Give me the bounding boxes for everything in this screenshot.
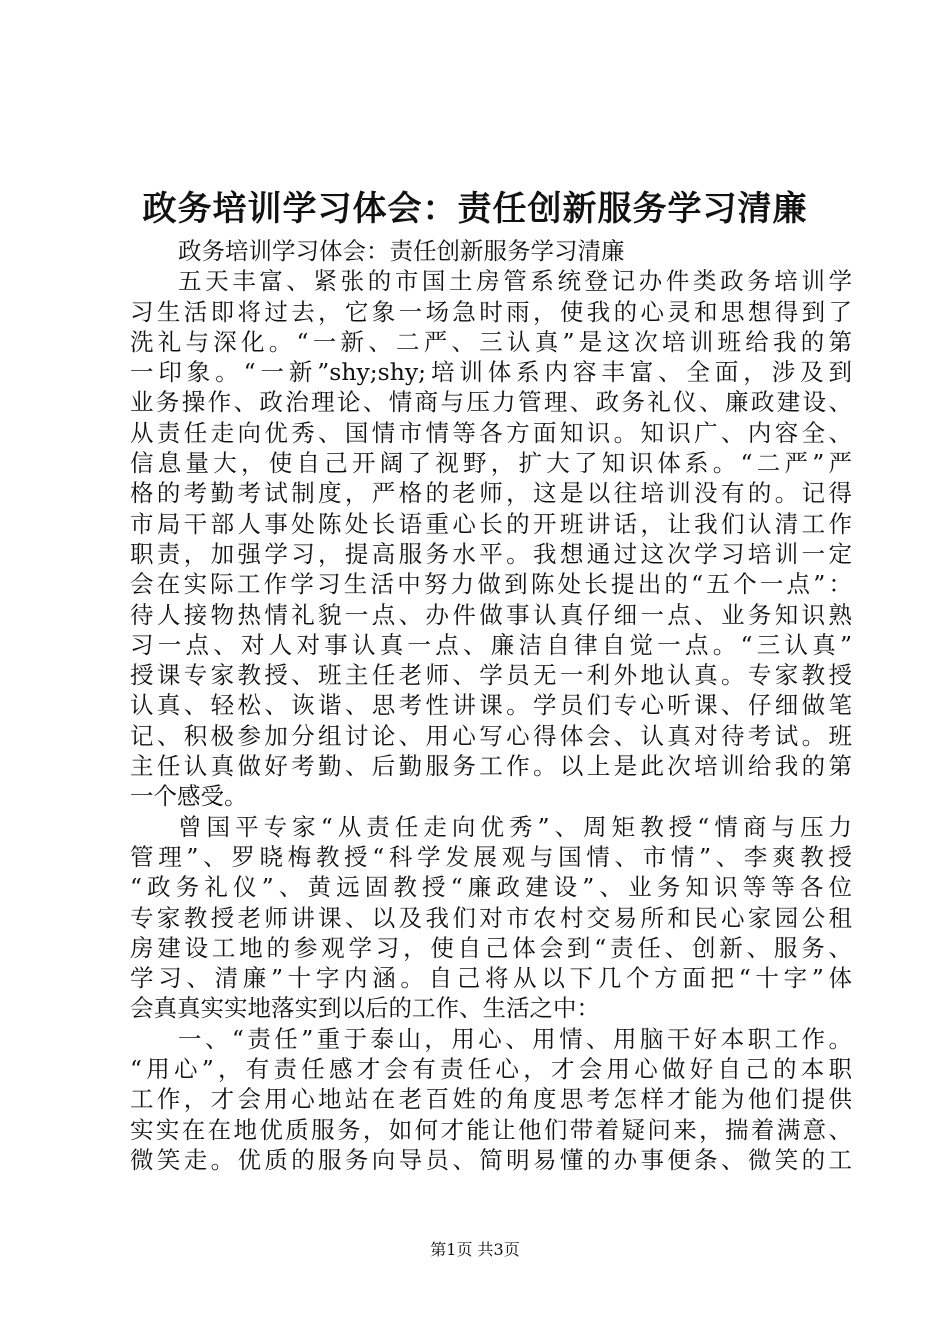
text-line: 认真、轻松、诙谐、思考性讲课。学员们专心听课、仔细做笔 — [130, 691, 852, 720]
text-line: 习生活即将过去，它象一场急时雨，使我的心灵和思想得到了 — [130, 297, 852, 326]
text-line: 待人接物热情礼貌一点、办件做事认真仔细一点、业务知识熟 — [130, 600, 852, 629]
text-line: 专家教授老师讲课、以及我们对市农村交易所和民心家园公租 — [130, 903, 852, 932]
text-line: “政务礼仪”、黄远固教授“廉政建设”、业务知识等等各位 — [130, 873, 852, 902]
text-line: 五天丰富、紧张的市国土房管系统登记办件类政务培训学 — [178, 267, 852, 296]
text-line: 工作，才会用心地站在老百姓的角度思考怎样才能为他们提供 — [130, 1085, 852, 1114]
text-line: 微笑走。优质的服务向导员、简明易懂的办事便条、微笑的工 — [130, 1145, 852, 1174]
text-line: 洗礼与深化。“一新、二严、三认真”是这次培训班给我的第 — [130, 327, 852, 356]
document-title: 政务培训学习体会：责任创新服务学习清廉 — [142, 189, 808, 229]
text-line: 一、“责任”重于泰山，用心、用情、用脑干好本职工作。 — [178, 1024, 852, 1053]
text-line: 记、积极参加分组讨论、用心写心得体会、认真对待考试。班 — [130, 721, 852, 750]
text-line: 曾国平专家“从责任走向优秀”、周矩教授“情商与压力 — [178, 812, 852, 841]
text-line: 一个感受。 — [130, 782, 248, 811]
text-line: 主任认真做好考勤、后勤服务工作。以上是此次培训给我的第 — [130, 752, 852, 781]
text-line: 格的考勤考试制度，严格的老师，这是以往培训没有的。记得 — [130, 479, 852, 508]
text-line: 政务培训学习体会：责任创新服务学习清廉 — [178, 237, 625, 265]
page-footer: 第1页 共3页 — [430, 1240, 520, 1259]
text-line: 职责，加强学习，提高服务水平。我想通过这次学习培训一定 — [130, 539, 852, 568]
text-line: 管理”、罗晓梅教授“科学发展观与国情、市情”、李爽教授 — [130, 842, 852, 871]
document-body — [130, 236, 852, 1175]
text-line: 习一点、对人对事认真一点、廉洁自律自觉一点。“三认真” — [130, 630, 852, 659]
text-line: 学习、清廉”十字内涵。自己将从以下几个方面把“十字”体 — [130, 964, 852, 993]
text-line: 会真真实实地落实到以后的工作、生活之中： — [130, 994, 600, 1023]
text-line: 信息量大，使自己开阔了视野，扩大了知识体系。“二严”严 — [130, 449, 852, 478]
text-line: 从责任走向优秀、国情市情等各方面知识。知识广、内容全、 — [130, 418, 852, 447]
text-line: 授课专家教授、班主任老师、学员无一利外地认真。专家教授 — [130, 661, 852, 690]
text-line: 会在实际工作学习生活中努力做到陈处长提出的“五个一点”： — [130, 570, 852, 599]
text-line: “用心”，有责任感才会有责任心，才会用心做好自己的本职 — [130, 1055, 852, 1084]
text-line: 实实在在地优质服务，如何才能让他们带着疑问来，揣着满意、 — [130, 1115, 852, 1144]
text-line: 市局干部人事处陈处长语重心长的开班讲话，让我们认清工作 — [130, 509, 852, 538]
text-line: 业务操作、政治理论、情商与压力管理、政务礼仪、廉政建设、 — [130, 388, 852, 417]
text-line: 房建设工地的参观学习，使自己体会到“责任、创新、服务、 — [130, 933, 852, 962]
text-line: 一印象。“一新”shy;shy;培训体系内容丰富、全面，涉及到 — [130, 358, 852, 387]
